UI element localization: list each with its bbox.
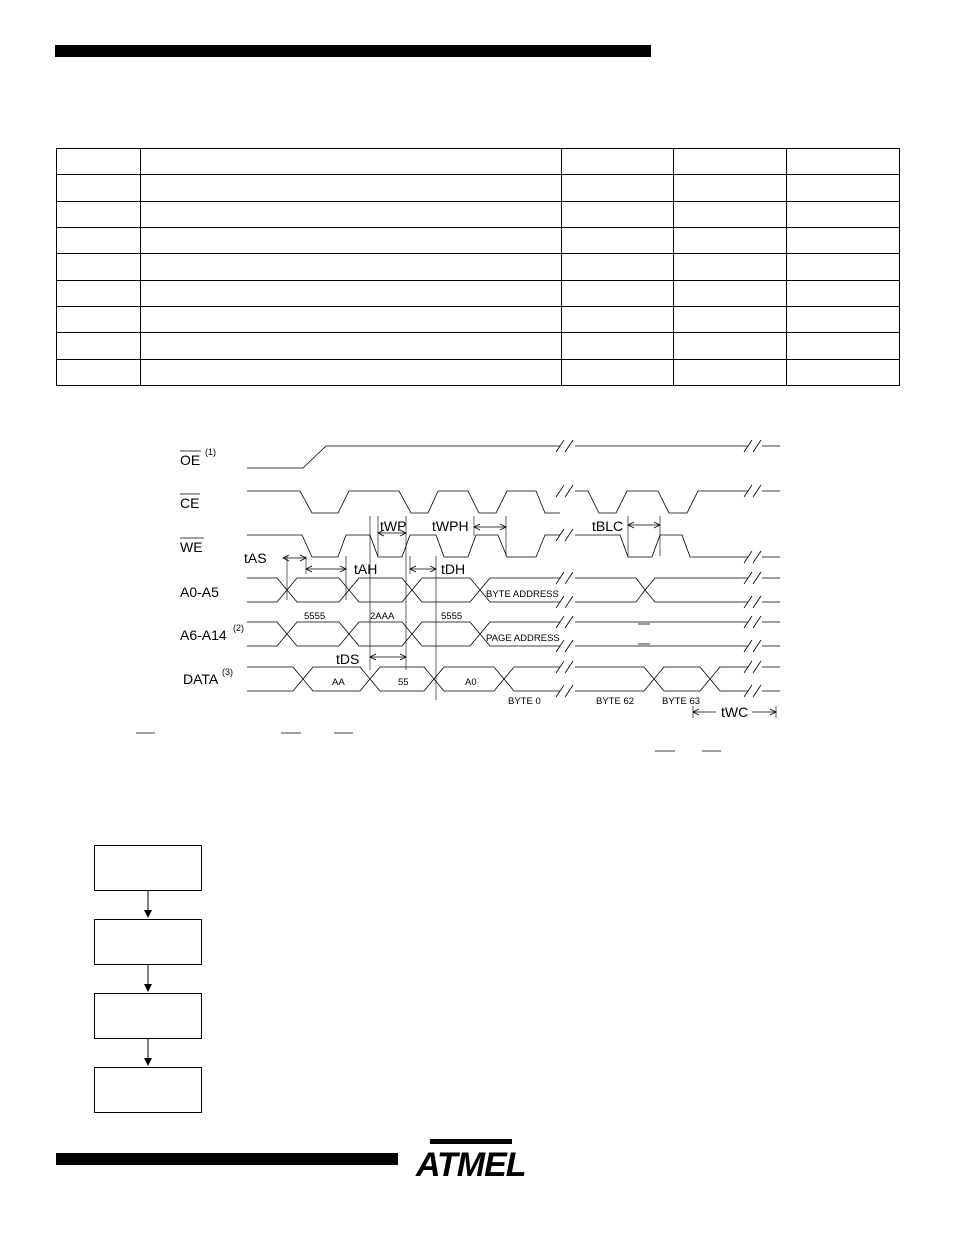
signal-label-a6a14: A6-A14 [180, 627, 227, 643]
note-a6a14: (2) [233, 623, 244, 633]
page-address-label: PAGE ADDRESS [486, 633, 560, 644]
param-twp: tWP [380, 518, 407, 534]
data-value-2: 55 [398, 677, 409, 688]
param-tas: tAS [244, 550, 267, 566]
atmel-logo [414, 1139, 526, 1184]
data-value-3: A0 [465, 677, 477, 688]
signal-label-ce: CE [180, 495, 200, 511]
signal-label-oe: OE [180, 452, 201, 468]
signal-label-data: DATA [183, 671, 219, 687]
param-tah: tAH [354, 561, 378, 577]
note-data: (3) [222, 667, 233, 677]
byte-63-label: BYTE 63 [662, 696, 701, 707]
logo-text: ATMEL [416, 1146, 526, 1184]
footer-bar [56, 1153, 398, 1165]
addr-value-3: 5555 [441, 611, 463, 622]
param-twph: tWPH [432, 518, 469, 534]
byte-0-label: BYTE 0 [508, 696, 541, 707]
param-twc: tWC [721, 704, 749, 720]
data-value-1: AA [332, 677, 345, 688]
addr-value-1: 5555 [304, 611, 326, 622]
byte-62-label: BYTE 62 [596, 696, 635, 707]
param-tdh: tDH [441, 561, 466, 577]
param-tds: tDS [336, 651, 360, 667]
note-oe: (1) [205, 447, 216, 457]
signal-label-a0a5: A0-A5 [180, 584, 219, 600]
byte-address-label: BYTE ADDRESS [486, 589, 559, 600]
param-tblc: tBLC [592, 518, 624, 534]
signal-label-we: WE [180, 539, 203, 555]
addr-value-2: 2AAA [370, 611, 395, 622]
